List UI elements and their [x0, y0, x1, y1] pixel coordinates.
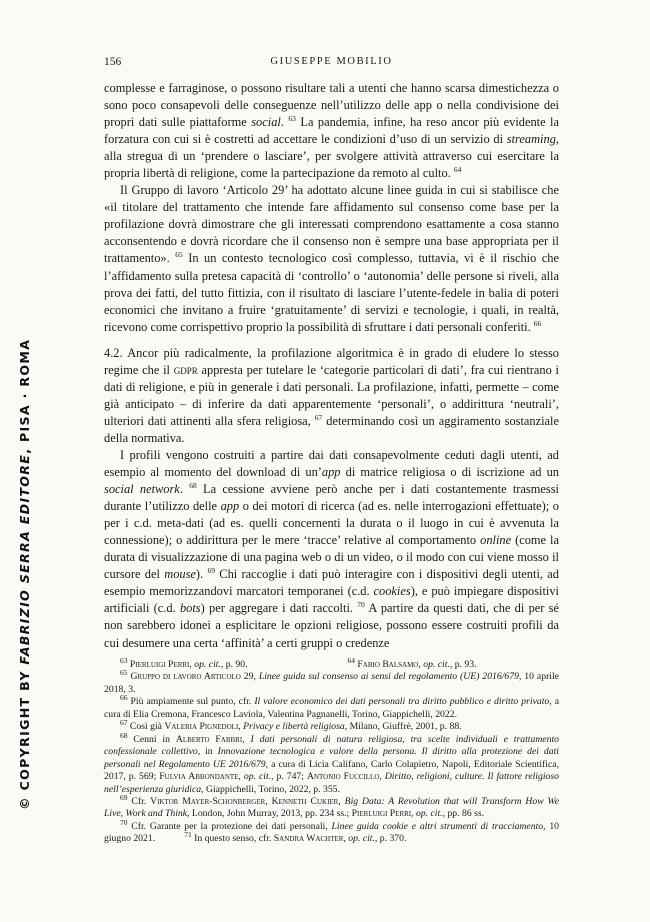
page-number: 156 [104, 56, 122, 68]
footnote-66: $^{66}$ Più ampiamente sul punto, cfr. Il valore economico dei dati personali tra diritto pubblico e diritto privato, a cura di Elia Cremona, Francesco Laviola, Valentina Pagnanelli, Torino, Giappichelli, 2022. [104, 693, 559, 720]
footnote-row [104, 655, 559, 671]
section-paragraph: 4.2. Ancor più radicalmente, la profilazione algoritmica è in grado di eludere lo stesso regime che il gdpr appresta per tutelare le ‘categorie particolari di dati’, fra cui rientrano i dati di religione, e più in generale i dati personali. La profilazione, infatti, permette – come già anticipato – di inferire da dati apparentemente ‘personali’, o addirittura ‘neutrali’, ulteriori dati attinenti alla sfera religiosa, $^{67}$ determinando così un aggiramento sostanziale della normativa. [104, 345, 560, 445]
footnote-ref: 63 [288, 113, 296, 123]
footnote-ref: 64 [453, 165, 462, 175]
footnote-ref: 69 [207, 566, 215, 576]
paragraph: Il Gruppo di lavoro ‘Articolo 29’ ha adottato alcune linee guida in cui si stabilisce che «il titolare del trattamento che intende fare affidamento sul consenso come base per la profilazione dovrà dimostrare che gli interessati comprendono esattamente a cosa stanno acconsentendo e dovrà ricordare che il consenso non è sempre una base appropriata per il trattamento». $^{65}$ In un contesto tecnologico così complesso, tuttavia, vi è il rischio che l’affidamento sulla pretesa capacità di ‘controllo’ o ‘autonomia’ delle persone si riveli, alla prova dei fatti, del tutto fittizia, con il risultato di lasciare l’utente-fedele in balia di poteri economici che invitano a fruire ‘gratuitamente’ di servizi e tecnologie, i quali, in realtà, ricevono come corrispettivo proprio la possibilità di sfruttare i dati personali conferiti. $^{66}$ [104, 183, 559, 334]
paragraph: complesse e farraginose, o possono risultare tali a utenti che hanno scarsa dimestichezza o sono poco consapevoli delle conseguenze nell’utilizzo delle app o nella condivisione dei propri dati sulle piattaforme social. $^{63}$ La pandemia, infine, ha reso ancor più evidente la forzatura con cui si è costretti ad accettare le condizioni d’uso di un servizio di streaming, alla stregua di un ‘prendere o lasciare’, per svolgere attività attraverso cui esercitare la propria libertà di religione, come la partecipazione da remoto al culto. $^{64}$ [104, 81, 559, 181]
page-header [104, 56, 559, 72]
copyright-sidebar [6, 150, 32, 810]
footnote-ref: 65 [175, 250, 183, 260]
footnote-ref: 66 [533, 318, 542, 328]
footnote-71: $^{71}$ In questo senso, cfr. Sandra Wachter, op. cit., p. 370. [184, 830, 407, 845]
footnote-ref: 67 [314, 412, 323, 422]
footnote-67: $^{67}$ Così già Valeria Pignedoli, Privacy e libertà religiosa, Milano, Giuffrè, 2001, p. 88. [120, 718, 462, 733]
paragraph: I profili vengono costruiti a partire dai dati consapevolmente ceduti dagli utenti, ad esempio al momento del download di un’app di matrice religiosa o di iscrizione ad un social network. $^{68}$ La cessione avviene però anche per i dati costantemente trasmessi durante l’utilizzo delle app o dei motori di ricerca (ad es. nelle interrogazioni effettuate); o per i c.d. meta-dati (ad es. quelli concernenti la durata o il luogo in cui è avvenuta la connessione); o addirittura per le mere ‘tracce’ relative al comportamento online (come la durata di visualizzazione di una pagina web o di un video, o il modo con cui viene mosso il cursore del mouse). $^{69}$ Chi raccoglie i dati può interagire con i dispositivi degli utenti, ad esempio memorizzandovi marcatori temporanei (c.d. cookies), e può impiegare dispositivi artificiali (c.d. bots) per aggregare i dati raccolti. $^{70}$ A partire da questi dati, che di per sé non sarebbero idonei a esplicitare le opzioni religiose, possono essere costruiti profili da cui desumere una certa ‘affinità’ a certi gruppi o credenze [104, 447, 560, 650]
running-head: GIUSEPPE MOBILIO [270, 56, 393, 67]
footnote-ref: 68 [189, 480, 197, 490]
footnotes [104, 655, 560, 846]
footnote-64: $^{64}$ Fabio Balsamo, op. cit., p. 93. [347, 655, 477, 670]
copyright-notice: © COPYRIGHT BY FABRIZIO SERRA EDITORE, PISA · ROMA [17, 338, 32, 810]
publisher-name: FABRIZIO SERRA EDITORE [17, 453, 32, 665]
footnote-70: $^{70}$ Cfr. Garante per la protezione dei dati personali, Linee guida cookie e altri strumenti di tracciamento, 10 giugno 2021. $^{71}$ In questo senso, cfr. Sandra Wachter, op. cit., p. 370. [104, 817, 559, 845]
footnote-68: $^{68}$ Cenni in Alberto Fabbri, I dati personali di natura religiosa, tra scelte individuali e trattamento confessionale collettivo, in Innovazione tecnologica e valore della persona. Il diritto alla protezione dei dati personali nel Regolamento UE 2016/679, a cura di Licia Califano, Carlo Colapietro, Napoli, Editoriale Scientifica, 2017, p. 569; Fulvia Abbondante, op. cit., p. 747; Antonio Fuccillo, Diritto, religioni, culture. Il fattore religioso nell’esperienza giuridica, Giappichelli, Torino, 2022, p. 355. [104, 730, 560, 795]
footnote-69: $^{69}$ Cfr. Viktor Mayer-Schonberger, Kenneth Cukier, Big Data: A Revolution that will Transform How We Live, Work and Think, London, John Murray, 2013, pp. 234 ss.; Pierluigi Perri, op. cit., pp. 86 ss. [104, 792, 560, 820]
footnote-ref: 70 [357, 600, 365, 610]
footnote-65: $^{65}$ Gruppo di lavoro Articolo 29, Linee guida sul consenso ai sensi del regolamento (UE) 2016/679, 10 aprile 2018, 3. [104, 668, 559, 695]
footnote-63: $^{63}$ Pierluigi Perri, op. cit., p. 90. [120, 655, 248, 670]
main-text [104, 80, 559, 652]
copyright-symbol: © [17, 796, 32, 810]
